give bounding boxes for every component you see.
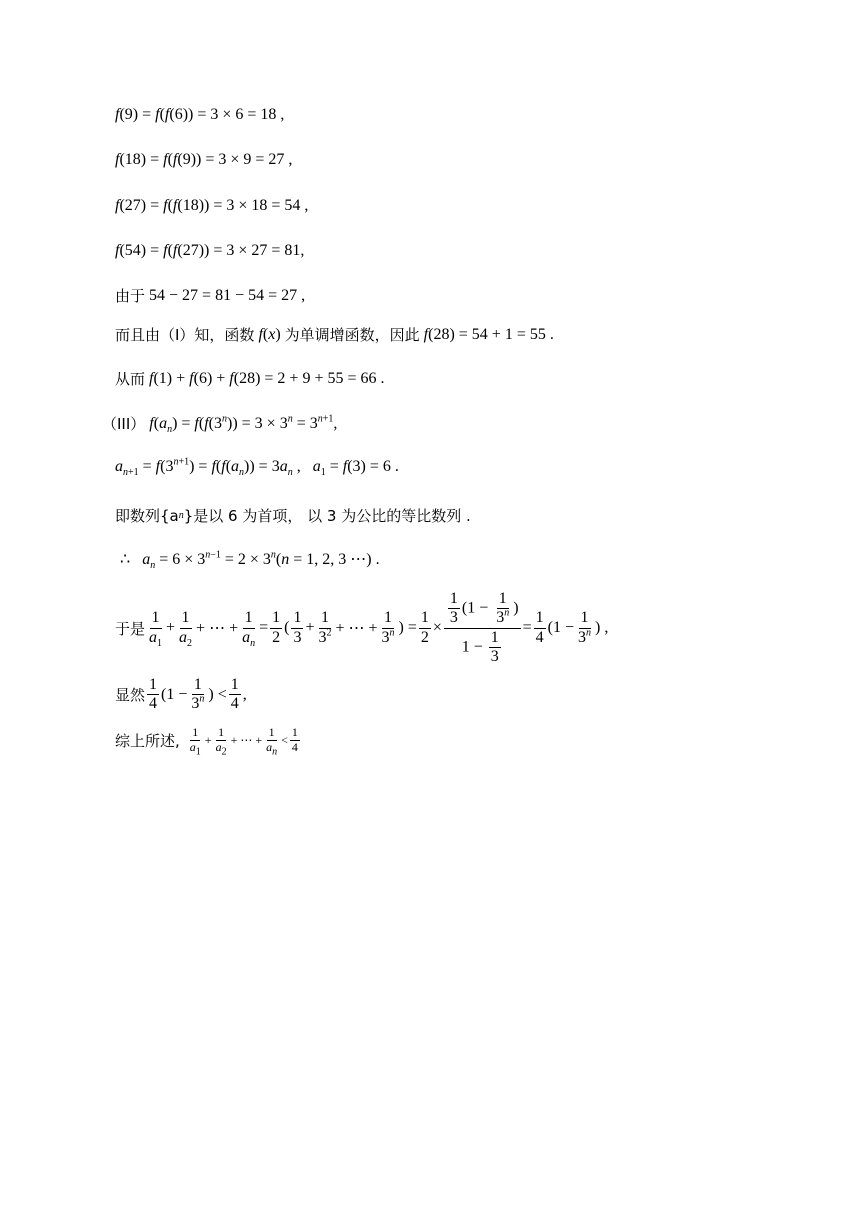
equation-sum: 从而 f(1) + f(6) + f(28) = 2 + 9 + 55 = 66 . xyxy=(115,369,385,388)
text-prefix: 综上所述, xyxy=(115,731,180,750)
equation-conclusion: 综上所述, $\frac{1}{a_1}$ + $\frac{1}{a_2}$ + ⋯ + $\frac{1}{a_n}$ < $\frac{1}{4}$ xyxy=(115,725,298,758)
text-prefix: 显然 xyxy=(115,686,146,705)
equation-difference: 由于 54 − 27 = 81 − 54 = 27 , xyxy=(115,286,306,305)
equation-monotone: 而且由（I）知，函数 f(x) 为单调增函数，因此 f(28) = 54 + 1 = 55 . xyxy=(115,325,554,344)
text-geometric-sequence: 即数列{a n }是以 6 为首项， 以 3 为公比的等比数列 . xyxy=(115,507,471,525)
equation-inequality: 显然 $\frac{1}{4}$ (1 − $\frac{1}{3^n}$ ) < $\frac{1}{4}$ , xyxy=(115,676,247,713)
equation-series-sum: 于是 $\frac{1}{a_1}$ + $\frac{1}{a_2}$ + ⋯ + $\frac{1}{a_n}$ = $\frac{1}{2}$ ( $\frac{1}{3}$ + $\frac{1}{3^2}$ + ⋯ + $\frac{1}{3^n}$ ) = $\frac{1}{2}$ × $\frac{1}{3}$ (1 − $\frac{1}{3^n}$ ) 1 − $\frac{1}{3}$ = $\frac{1}{4}$ (1 − $\frac{1}{3^n}$ ) , xyxy=(115,590,609,666)
equation-f27: f (27) = f ( f (18)) = 3 × 18 = 54 , xyxy=(115,197,309,214)
text-prefix: 由于 xyxy=(115,287,146,305)
text-part-a: 而且由（I）知，函数 xyxy=(115,326,255,344)
equation-f54: f (54) = f ( f (27)) = 3 × 27 = 81, xyxy=(115,242,305,259)
equation-part3: （III） $f(a_n) = f(f(3^n)) = 3 \times 3^n = 3^{n+1}$, xyxy=(102,413,338,435)
text-sequence-b: }是以 6 为首项， 以 3 为公比的等比数列 . xyxy=(183,507,471,525)
text-part-b: 为单调增函数，因此 xyxy=(284,326,420,344)
equation-f18: f (18) = f ( f (9)) = 3 × 9 = 27 , xyxy=(115,151,293,168)
equation-f9: f (9) = f ( f (6)) = 3 × 6 = 18 , xyxy=(115,106,285,123)
text-sequence-a: 即数列{a xyxy=(115,507,179,525)
equation-general-term: ∴ $a_n = 6 \times 3^{n-1} = 2 \times 3^n(n = 1$, 2, 3 ⋯) . xyxy=(120,549,380,572)
text-prefix: 从而 xyxy=(115,370,146,388)
equation-recurrence: $a_{n+1} = f(3^{n+1}) = f(f(a_n)) = 3a_n$ , $a_1 = f(3) = 6$ . xyxy=(115,456,399,479)
section-label: （III） xyxy=(102,415,146,433)
text-prefix: 于是 xyxy=(115,619,146,638)
